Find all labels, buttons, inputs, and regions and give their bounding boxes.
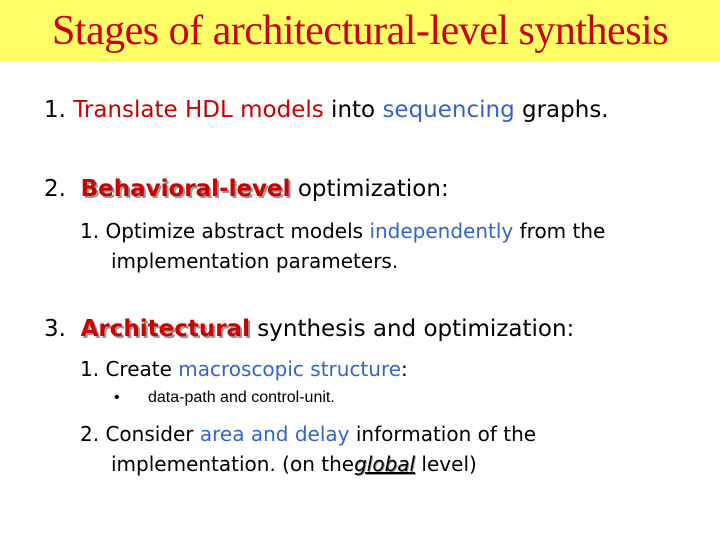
list-item-1 — [44, 97, 609, 123]
bullet-icon: • — [114, 389, 120, 406]
item-number: 1. — [44, 97, 66, 123]
item-number: 3. — [44, 316, 66, 342]
body-text: optimization: — [290, 176, 449, 202]
slide-title: Stages of architectural-level synthesis — [51, 8, 669, 54]
item-number: 1. — [80, 219, 100, 243]
body-text: graphs. — [514, 97, 609, 123]
body-text: Consider — [99, 422, 200, 446]
body-text: information of the — [349, 422, 537, 446]
highlight-text: independently — [369, 219, 514, 243]
highlight-text: area and delay — [199, 422, 350, 446]
bullet-item — [114, 389, 335, 407]
item-number: 2. — [44, 176, 66, 202]
list-item-3-sub-1 — [80, 357, 408, 381]
list-item-3 — [44, 316, 574, 342]
item-number: 1. — [80, 357, 100, 381]
emphasis-text: Behavioral-level — [80, 176, 291, 202]
body-text: Create — [99, 357, 179, 381]
list-item-2 — [44, 176, 449, 202]
body-text: data-path and control-unit. — [148, 389, 335, 406]
body-text: level) — [415, 452, 477, 476]
body-text: synthesis and optimization: — [249, 316, 575, 342]
emphasis-text: Architectural — [80, 316, 250, 342]
body-text: Optimize abstract models — [99, 219, 370, 243]
body-text: into — [323, 97, 383, 123]
highlight-text: macroscopic structure — [178, 357, 402, 381]
body-text: implementation parameters. — [111, 249, 399, 273]
emphasis-text: global — [354, 452, 416, 476]
list-item-2-sub-1 — [80, 216, 605, 276]
highlight-text: sequencing — [382, 97, 515, 123]
item-number: 2. — [80, 422, 100, 446]
body-text: implementation. (on the — [111, 452, 355, 476]
body-text: from the — [513, 219, 606, 243]
list-item-3-sub-2 — [80, 419, 536, 479]
highlight-text: Translate HDL models — [73, 97, 324, 123]
body-text: : — [401, 357, 408, 381]
